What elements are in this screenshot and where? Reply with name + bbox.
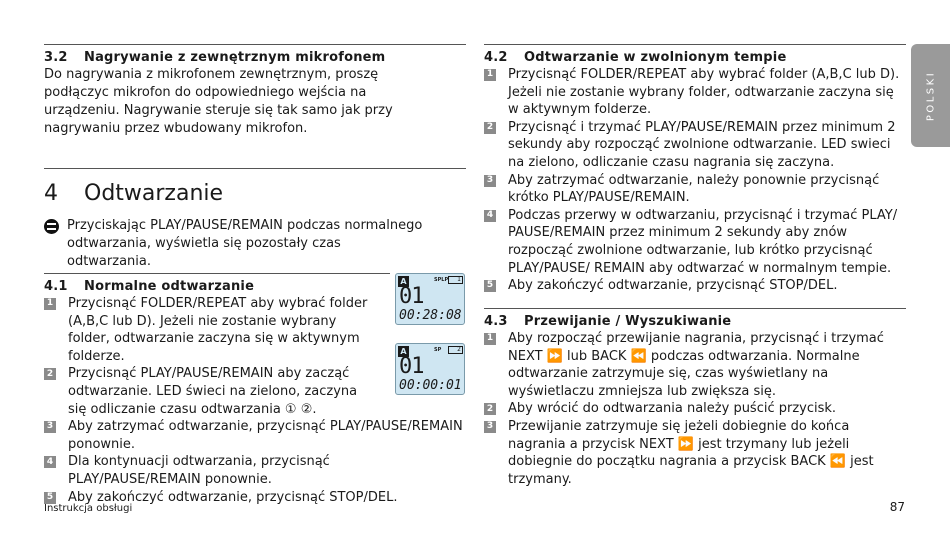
- step-number: 1: [484, 69, 496, 81]
- step-text: Aby zatrzymać odtwarzanie, przycisnąć PLAY/PAUSE/REMAIN ponownie.: [68, 419, 463, 452]
- note: [44, 217, 424, 271]
- footer-title: Instrukcja obsługi: [44, 503, 133, 514]
- section-title: Odtwarzanie w zwolnionym tempie: [524, 50, 787, 65]
- section-4-2: [484, 44, 906, 295]
- step-text: Podczas przerwy w odtwarzaniu, przycisnąć i trzymać PLAY/ PAUSE/REMAIN przez minimum 2 sekundy aby znów rozpocząć zwolnione odtwarzanie, lub krótko przycisnąć PLAY/PAUSE/ REMAIN aby odtwarzać w normalnym tempie.: [508, 207, 898, 276]
- folder-indicator: A: [398, 346, 409, 357]
- section-3-2-heading: [44, 50, 466, 65]
- divider: [484, 308, 906, 309]
- divider: [484, 44, 906, 45]
- step-number: 2: [484, 403, 496, 415]
- step-number: 5: [44, 492, 56, 504]
- list-item: [44, 453, 466, 488]
- step-number: 4: [44, 456, 56, 468]
- chapter-4: [44, 168, 466, 271]
- divider: [44, 168, 466, 169]
- section-4-1-heading: [44, 279, 390, 294]
- list-item: [44, 418, 466, 453]
- folder-indicator: A: [398, 276, 409, 287]
- section-3-2-body: Do nagrywania z mikrofonem zewnętrznym, proszę podłączyc mikrofon do odpowiedniego wejścia na urządzeniu. Nagrywanie steruje się tak samo jak przy nagrywaniu przez wbudowany mikrofon.: [44, 67, 393, 136]
- step-text: Aby wrócić do odtwarzania należy puścić przycisk.: [508, 401, 837, 417]
- time-readout: 00:28:08: [399, 308, 462, 323]
- list-item: [484, 400, 906, 418]
- battery-icon: 2: [448, 346, 463, 354]
- step-number: 4: [484, 210, 496, 222]
- chapter-title: Odtwarzanie: [84, 181, 224, 206]
- section-4-2-list: [484, 66, 906, 295]
- language-tab-label: POLSKI: [925, 70, 936, 121]
- section-number: 4.1: [44, 279, 68, 294]
- step-number: 3: [484, 421, 496, 433]
- page-number: 87: [889, 500, 905, 514]
- divider: [44, 44, 466, 45]
- step-text: Przycisnąć FOLDER/REPEAT aby wybrać folder (A,B,C lub D). Jeżeli nie zostanie wybrany folder, odtwarzanie zaczyna się w aktywnym folderze.: [68, 296, 368, 364]
- time-readout: 00:00:01: [399, 378, 462, 393]
- step-text: Aby zakończyć odtwarzanie, przycisnąć STOP/DEL.: [68, 489, 398, 505]
- section-title: Nagrywanie z zewnętrznym mikrofonem: [84, 50, 386, 65]
- step-number: 5: [484, 280, 496, 292]
- language-tab: [911, 44, 950, 147]
- battery-icon: 1: [448, 276, 463, 284]
- left-column: [44, 44, 466, 138]
- step-text: Przycisnąć FOLDER/REPEAT aby wybrać folder (A,B,C lub D). Jeżeli nie zostanie wybrany folder, odtwarzanie zaczyna się w aktywnym folderze.: [508, 67, 900, 118]
- step-text: Aby zakończyć odtwarzanie, przycisnąć STOP/DEL.: [508, 278, 838, 294]
- step-text: Aby zatrzymać odtwarzanie, należy ponownie przycisnąć krótko PLAY/PAUSE/REMAIN.: [508, 172, 880, 206]
- list-item: [44, 295, 374, 365]
- step-text: Dla kontynuacji odtwarzania, przycisnąć PLAY/PAUSE/REMAIN ponownie.: [68, 454, 330, 487]
- lcd-display-2: [395, 343, 465, 395]
- list-item: [44, 365, 374, 418]
- list-item: [484, 418, 906, 488]
- section-number: 4.3: [484, 314, 508, 329]
- step-text: Aby rozpocząć przewijanie nagrania, przycisnąć i trzymać NEXT ⏩ lub BACK ⏪ podczas odtwarzania. Normalne odtwarzanie zatrzymuje się, czas wyświetlany na wyświetlaczu zmniejsza lub zwiększa się.: [508, 331, 884, 399]
- list-item: [484, 207, 906, 277]
- note-text: Przyciskając PLAY/PAUSE/REMAIN podczas normalnego odtwarzania, wyświetla się pozostały czas odtwarzania.: [67, 218, 423, 269]
- section-title: Normalne odtwarzanie: [84, 279, 255, 294]
- step-number: 2: [44, 368, 56, 380]
- step-number: 1: [44, 298, 56, 310]
- step-text: Przewijanie zatrzymuje się jeżeli dobiegnie do końca nagrania a przycisk NEXT ⏩ jest trzymany lub jeżeli dobiegnie do początku nagrania a przycisk BACK ⏪ jest trzymany.: [508, 418, 874, 487]
- section-4-2-heading: [484, 50, 906, 65]
- track-number: 01: [399, 284, 424, 309]
- list-item: [484, 172, 906, 207]
- lcd-display-1: [395, 273, 465, 325]
- section-number: 3.2: [44, 50, 68, 65]
- note-icon: [44, 219, 59, 234]
- list-item: [484, 277, 906, 295]
- section-4-3-heading: [484, 314, 906, 329]
- list-item: [484, 330, 906, 400]
- step-text: Przycisnąć PLAY/PAUSE/REMAIN aby zacząć odtwarzanie. LED świeci na zielono, zaczyna się odliczanie czasu odtwarzania ① ②.: [68, 366, 358, 417]
- chapter-number: 4: [44, 181, 58, 206]
- step-number: 3: [44, 421, 56, 433]
- mode-indicator: SPLP: [434, 277, 449, 283]
- chapter-heading: [44, 181, 466, 206]
- track-number: 01: [399, 354, 424, 379]
- step-number: 2: [484, 122, 496, 134]
- section-number: 4.2: [484, 50, 508, 65]
- section-4-3-list: [484, 330, 906, 488]
- section-title: Przewijanie / Wyszukiwanie: [524, 314, 732, 329]
- step-number: 1: [484, 333, 496, 345]
- mode-indicator: SP: [434, 347, 442, 353]
- list-item: [484, 66, 906, 119]
- list-item: [484, 119, 906, 172]
- step-text: Przycisnąć i trzymać PLAY/PAUSE/REMAIN przez minimum 2 sekundy aby rozpocząć zwolnione odtwarzanie. LED swieci na zielono, odliczanie czasu nagrania się zaczyna.: [508, 119, 896, 170]
- step-number: 3: [484, 175, 496, 187]
- section-4-3: [484, 308, 906, 488]
- divider: [44, 273, 390, 274]
